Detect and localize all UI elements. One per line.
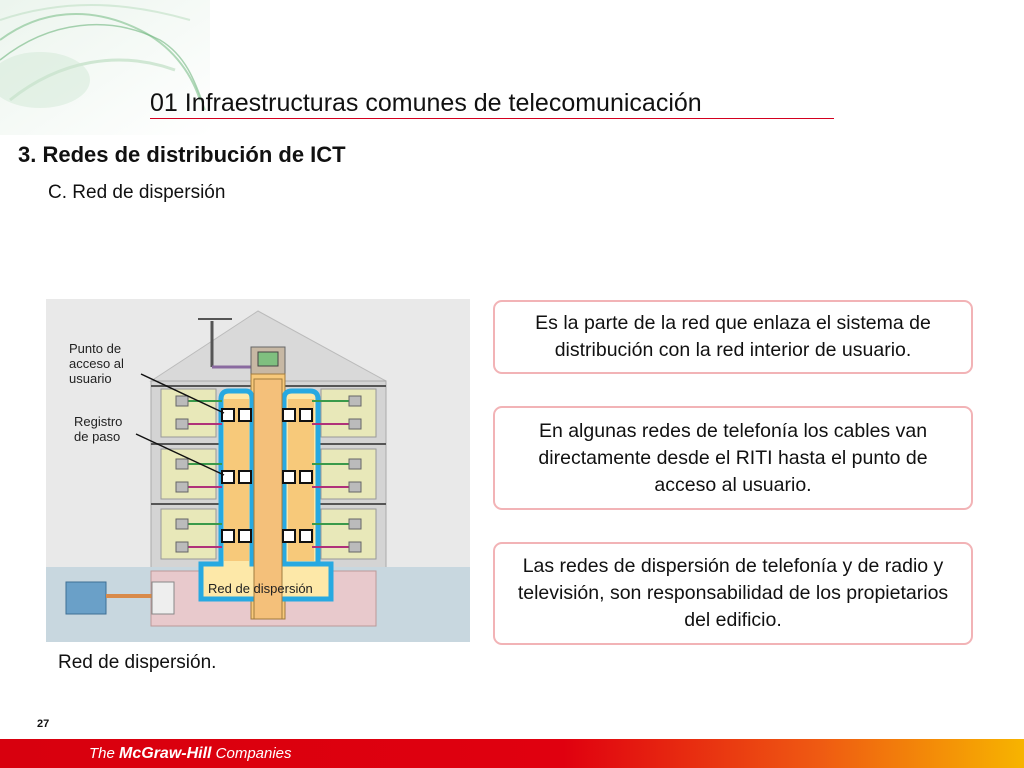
subsection-heading: C. Red de dispersión <box>48 182 226 203</box>
info-box-text: Las redes de dispersión de telefonía y de radio y televisión, son responsabilidad de los propietarios del edificio. <box>517 555 949 631</box>
building-network-diagram <box>46 299 470 642</box>
label-punto-acceso: Punto de acceso al usuario <box>69 341 124 386</box>
info-box-telephony <box>493 406 973 510</box>
label-red-dispersion: Red de dispersión <box>208 581 313 596</box>
figure-caption: Red de dispersión. <box>58 652 217 673</box>
section-heading: 3. Redes de distribución de ICT <box>18 142 346 167</box>
label-registro-paso: Registro de paso <box>74 414 123 444</box>
info-box-definition <box>493 300 973 374</box>
page-number: 27 <box>37 718 50 730</box>
info-box-responsibility <box>493 542 973 645</box>
info-box-text: En algunas redes de telefonía los cables van directamente desde el RITI hasta el punto de acceso al usuario. <box>538 419 928 496</box>
info-box-text: Es la parte de la red que enlaza el sistema de distribución con la red interior de usuario. <box>535 312 931 361</box>
page-title: 01 Infraestructuras comunes de telecomunicación <box>150 88 834 119</box>
footer-brand-logo: The McGraw-Hill Companies <box>89 745 292 762</box>
diagram-svg <box>46 299 470 642</box>
